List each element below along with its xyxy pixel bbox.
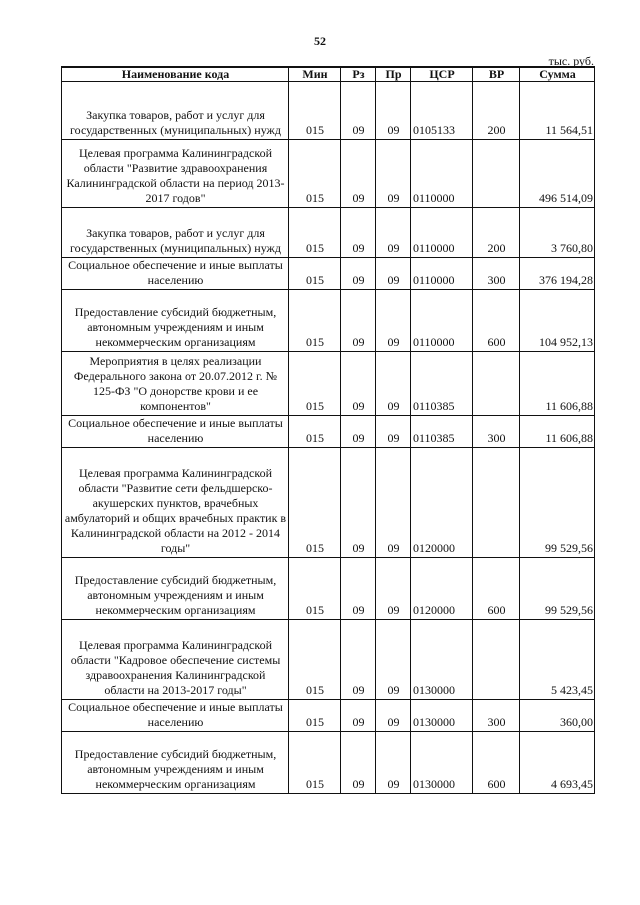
row-min: 015 [289, 448, 341, 558]
row-pr: 09 [376, 700, 411, 732]
row-min: 015 [289, 140, 341, 208]
row-sum: 3 760,80 [520, 208, 595, 258]
row-vr: 300 [473, 416, 520, 448]
header-row [62, 67, 595, 82]
row-rz: 09 [341, 290, 376, 352]
header-pr: Пр [376, 67, 411, 82]
row-csr: 0110000 [411, 208, 473, 258]
row-name: Закупка товаров, работ и услуг для государственных (муниципальных) нужд [62, 208, 289, 258]
table-body [62, 82, 595, 794]
row-vr [473, 352, 520, 416]
row-csr: 0110000 [411, 258, 473, 290]
row-name: Целевая программа Калининградской области "Развитие здравоохранения Калининградской области на период 2013-2017 годов" [62, 140, 289, 208]
row-name: Предоставление субсидий бюджетным, автономным учреждениям и иным некоммерческим организациям [62, 732, 289, 794]
row-vr: 200 [473, 208, 520, 258]
header-name: Наименование кода [62, 67, 289, 82]
row-min: 015 [289, 620, 341, 700]
row-vr: 300 [473, 700, 520, 732]
header-vr: ВР [473, 67, 520, 82]
row-name: Закупка товаров, работ и услуг для государственных (муниципальных) нужд [62, 82, 289, 140]
row-sum: 11 564,51 [520, 82, 595, 140]
row-sum: 99 529,56 [520, 448, 595, 558]
row-pr: 09 [376, 140, 411, 208]
table-row [62, 290, 595, 352]
table-row [62, 700, 595, 732]
row-min: 015 [289, 700, 341, 732]
row-name: Социальное обеспечение и иные выплаты населению [62, 258, 289, 290]
row-sum: 496 514,09 [520, 140, 595, 208]
row-csr: 0130000 [411, 620, 473, 700]
row-pr: 09 [376, 258, 411, 290]
row-name: Целевая программа Калининградской области "Развитие сети фельдшерско-акушерских пунктов, врачебных амбулаторий и общих врачебных практик в Калининградской области на 2012 - 2014 годы" [62, 448, 289, 558]
row-vr: 600 [473, 290, 520, 352]
row-rz: 09 [341, 448, 376, 558]
table-row [62, 620, 595, 700]
table-row [62, 258, 595, 290]
row-sum: 4 693,45 [520, 732, 595, 794]
row-csr: 0110385 [411, 352, 473, 416]
table-row [62, 416, 595, 448]
row-vr: 300 [473, 258, 520, 290]
table-row [62, 82, 595, 140]
row-csr: 0120000 [411, 558, 473, 620]
table-row [62, 208, 595, 258]
row-sum: 360,00 [520, 700, 595, 732]
row-csr: 0105133 [411, 82, 473, 140]
header-min: Мин [289, 67, 341, 82]
row-pr: 09 [376, 290, 411, 352]
row-min: 015 [289, 416, 341, 448]
row-min: 015 [289, 82, 341, 140]
row-min: 015 [289, 732, 341, 794]
row-csr: 0120000 [411, 448, 473, 558]
row-rz: 09 [341, 82, 376, 140]
row-name: Социальное обеспечение и иные выплаты населению [62, 416, 289, 448]
row-min: 015 [289, 290, 341, 352]
row-rz: 09 [341, 558, 376, 620]
header-sum: Сумма [520, 67, 595, 82]
budget-table [61, 66, 595, 794]
row-rz: 09 [341, 620, 376, 700]
row-sum: 104 952,13 [520, 290, 595, 352]
row-csr: 0110000 [411, 290, 473, 352]
row-name: Социальное обеспечение и иные выплаты населению [62, 700, 289, 732]
row-sum: 5 423,45 [520, 620, 595, 700]
row-csr: 0130000 [411, 700, 473, 732]
row-rz: 09 [341, 352, 376, 416]
page-number: 52 [314, 34, 326, 48]
row-sum: 11 606,88 [520, 352, 595, 416]
row-name: Предоставление субсидий бюджетным, автономным учреждениям и иным некоммерческим организациям [62, 558, 289, 620]
row-pr: 09 [376, 558, 411, 620]
row-min: 015 [289, 258, 341, 290]
units-label: тыс. руб. [548, 54, 594, 68]
row-pr: 09 [376, 448, 411, 558]
header-csr: ЦСР [411, 67, 473, 82]
row-vr: 600 [473, 558, 520, 620]
row-vr: 600 [473, 732, 520, 794]
row-csr: 0130000 [411, 732, 473, 794]
table-row [62, 558, 595, 620]
row-rz: 09 [341, 140, 376, 208]
row-name: Целевая программа Калининградской области "Кадровое обеспечение системы здравоохранения Калининградской области на 2013-2017 годы" [62, 620, 289, 700]
table-row [62, 732, 595, 794]
row-vr [473, 140, 520, 208]
row-csr: 0110385 [411, 416, 473, 448]
row-min: 015 [289, 558, 341, 620]
row-vr: 200 [473, 82, 520, 140]
row-sum: 99 529,56 [520, 558, 595, 620]
row-pr: 09 [376, 732, 411, 794]
row-vr [473, 620, 520, 700]
row-pr: 09 [376, 352, 411, 416]
table-row [62, 352, 595, 416]
row-name: Предоставление субсидий бюджетным, автономным учреждениям и иным некоммерческим организациям [62, 290, 289, 352]
table-row [62, 448, 595, 558]
row-vr [473, 448, 520, 558]
row-sum: 11 606,88 [520, 416, 595, 448]
row-pr: 09 [376, 620, 411, 700]
row-rz: 09 [341, 732, 376, 794]
row-name: Мероприятия в целях реализации Федерального закона от 20.07.2012 г. № 125-ФЗ "О донорстве крови и ее компонентов" [62, 352, 289, 416]
header-rz: Рз [341, 67, 376, 82]
row-pr: 09 [376, 416, 411, 448]
row-min: 015 [289, 352, 341, 416]
row-rz: 09 [341, 208, 376, 258]
row-pr: 09 [376, 208, 411, 258]
row-rz: 09 [341, 700, 376, 732]
row-min: 015 [289, 208, 341, 258]
row-csr: 0110000 [411, 140, 473, 208]
table-row [62, 140, 595, 208]
table-header [62, 67, 595, 82]
row-pr: 09 [376, 82, 411, 140]
row-sum: 376 194,28 [520, 258, 595, 290]
row-rz: 09 [341, 416, 376, 448]
row-rz: 09 [341, 258, 376, 290]
